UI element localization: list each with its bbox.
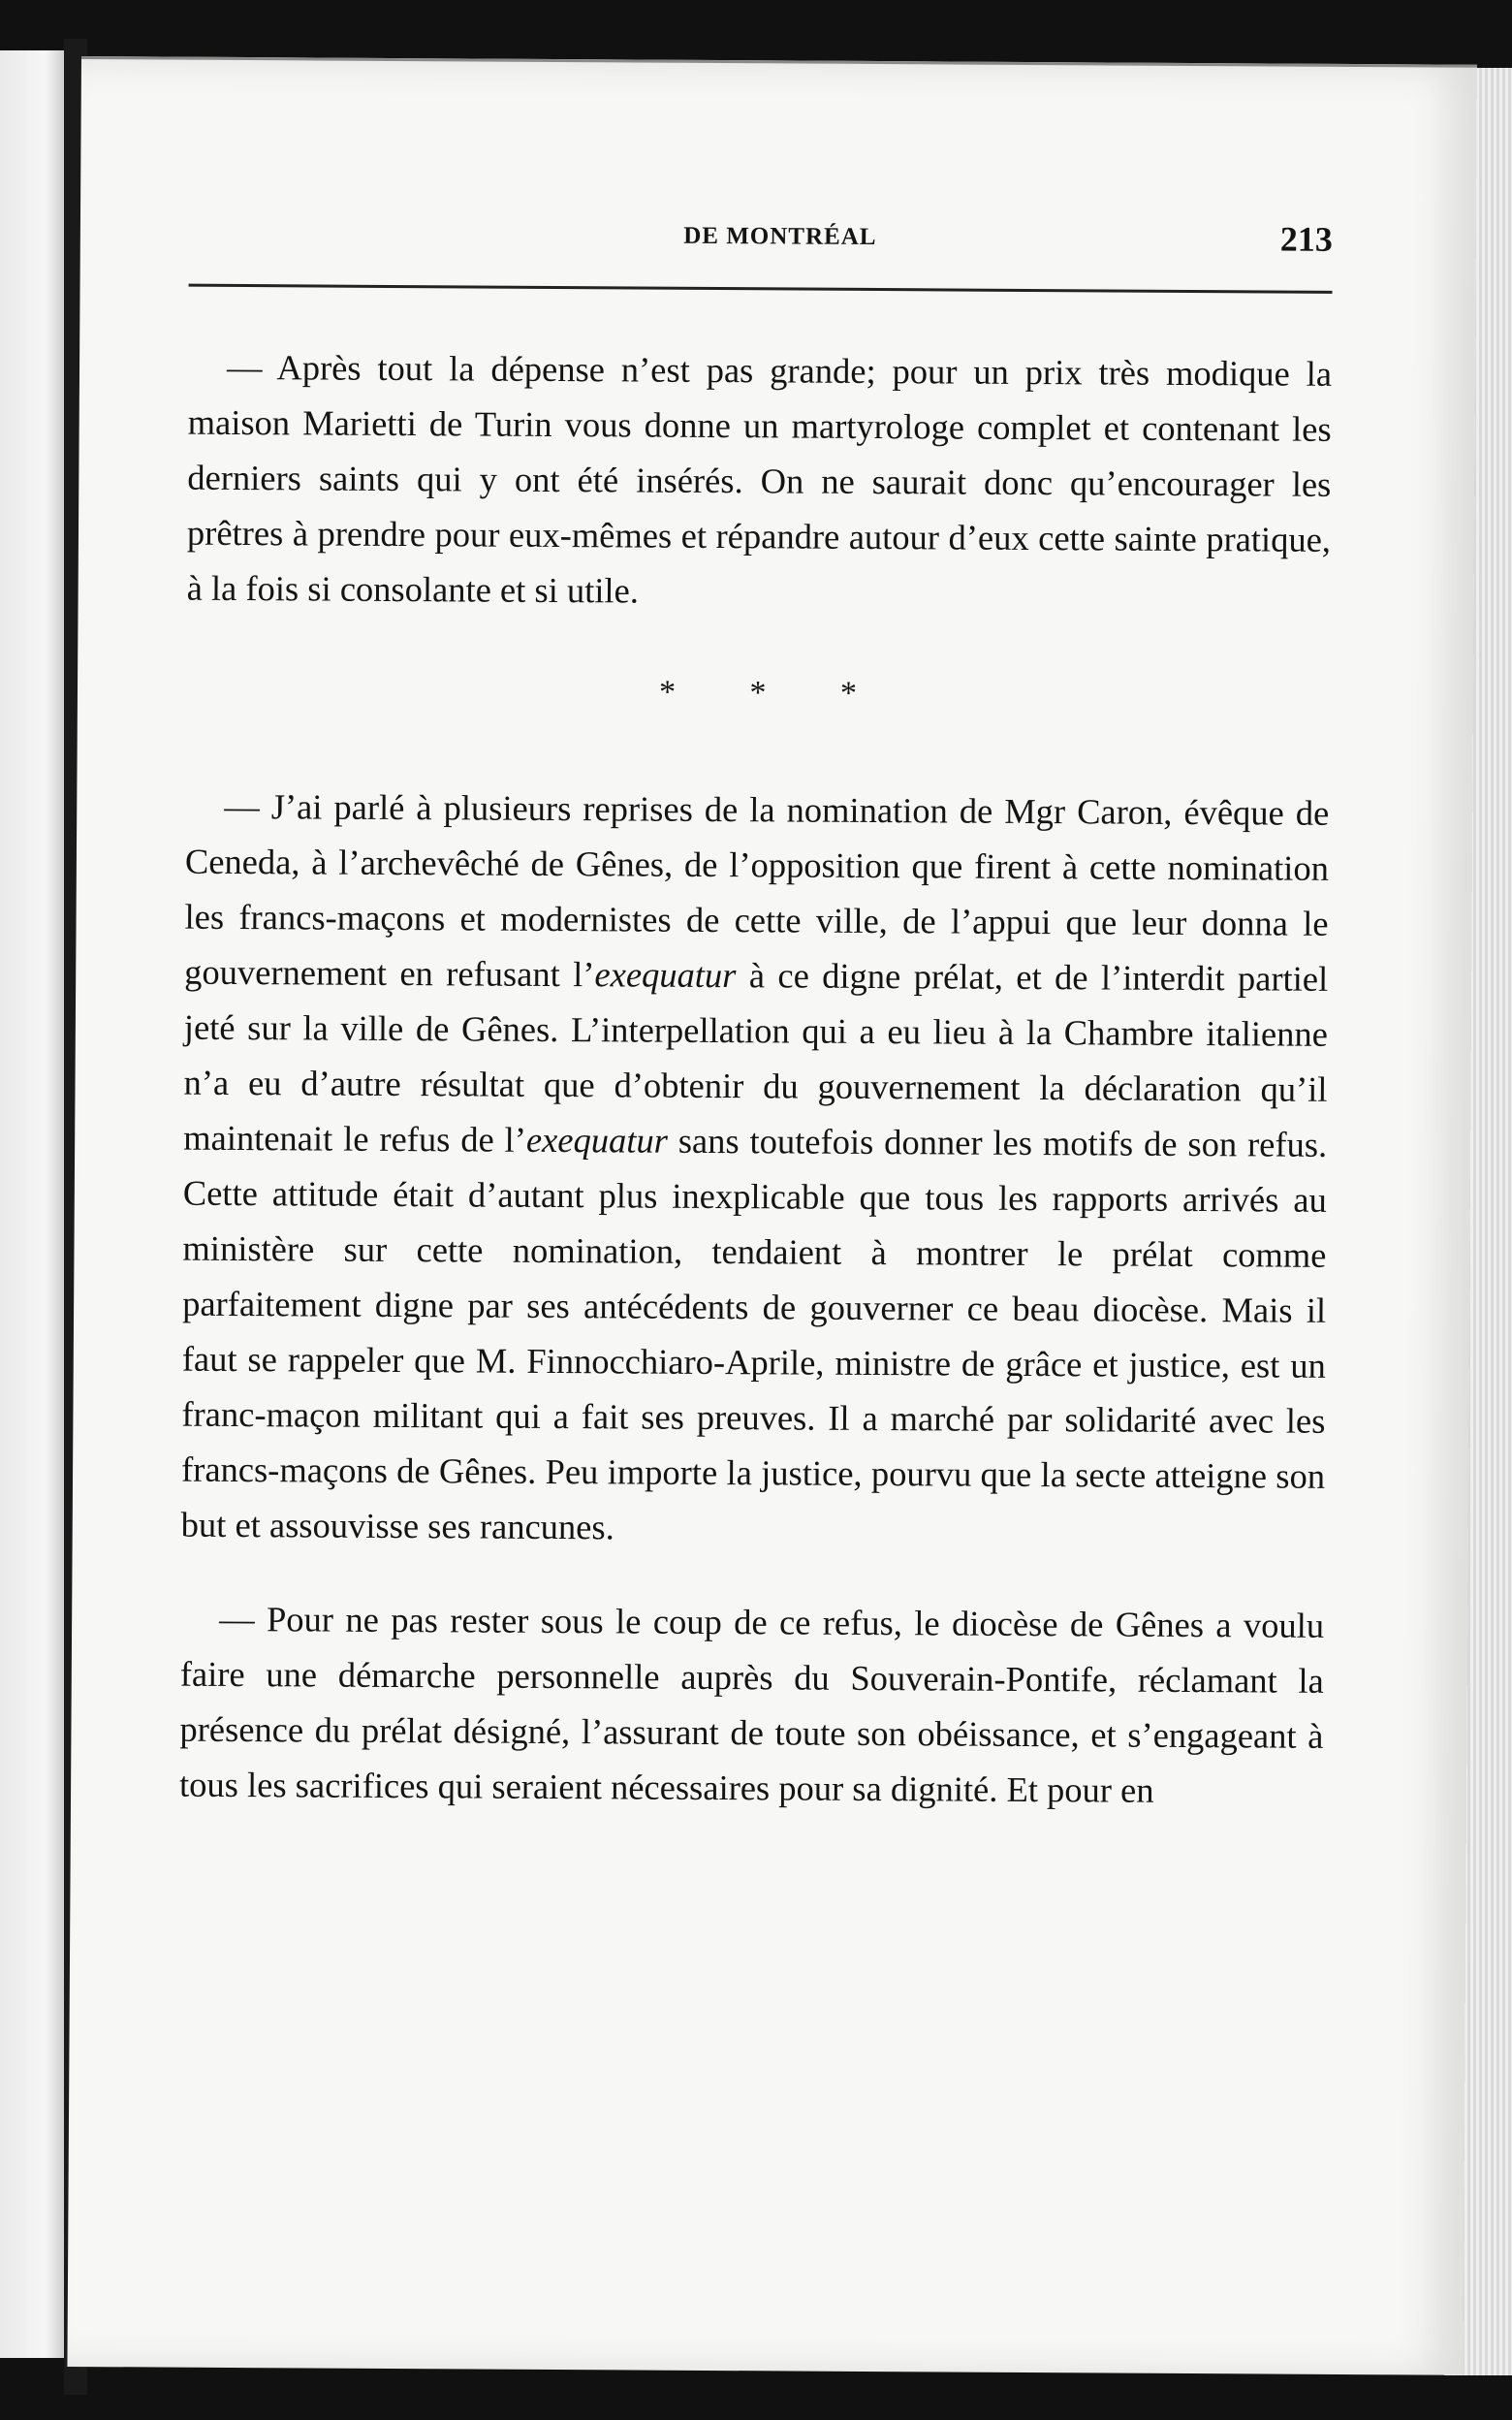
page-number: 213	[1279, 219, 1333, 259]
running-head	[189, 220, 1333, 281]
paragraph-2	[181, 779, 1330, 1559]
paragraph-2-part-2: à ce digne prélat, et de l’interdit partiel jeté sur la ville de Gênes. L’interpellation qui a eu lieu à la Chambre italienne n’a eu d’autre résultat que d’obtenir du gouvernement la déclaration qu’il maintenait le refus de l’	[183, 955, 1329, 1160]
paragraph-1: — Après tout la dépense n’est pas grande; pour un prix très modique la maison Marietti de Turin vous donne un martyrologe complet et contenant les derniers saints qui y ont été insérés. On ne saurait donc qu’encourager les prêtres à prendre pour eux-mêmes et répandre autour d’eux cette sainte pratique, à la fois si consolante et si utile.	[186, 346, 1333, 611]
italic-term-exequatur-2: exequatur	[525, 1119, 669, 1161]
running-head-title: DE MONTRÉAL	[683, 222, 877, 251]
paragraph-2-part-3: sans toutefois donner les motifs de son refus. Cette attitude était d’autant plus inexplicable que tous les rapports arrivés au ministère sur cette nomination, tendaient à montrer le prélat comme parfaitement digne par ses antécédents de gouverner ce beau diocèse. Mais il faut se rappeler que M. Finnocchiaro-Aprile, ministre de grâce et justice, est un franc-maçon militant qui a fait ses preuves. Il a marché par solidarité avec les francs-maçons de Gênes. Peu importe la justice, pourvu que la secte atteigne son but et assouvisse ses rancunes.	[180, 1120, 1328, 1547]
paragraph-3: — Pour ne pas rester sous le coup de ce refus, le diocèse de Gênes a voulu faire une démarche personnelle auprès du Souverain-Pontife, réclamant la présence du prélat désigné, l’assurant de toute son obéissance, et s’engageant à tous les sacrifices qui seraient nécessaires pour sa dignité. Et pour en	[178, 1598, 1325, 1810]
italic-term-exequatur-1: exequatur	[594, 954, 737, 996]
header-rule	[189, 284, 1333, 294]
book-page	[67, 56, 1477, 2375]
facing-page-edge	[0, 50, 64, 2358]
section-separator: * * *	[658, 674, 891, 713]
page-content	[179, 220, 1333, 1819]
paragraph-2-part-1: — J’ai parlé à plusieurs reprises de la nomination de Mgr Caron, évêque de Ceneda, à l’archevêché de Gênes, de l’opposition que firent à cette nomination les francs-maçons et modernistes de cette ville, de l’appui que leur donna le gouvernement en refusant l’	[184, 785, 1330, 995]
